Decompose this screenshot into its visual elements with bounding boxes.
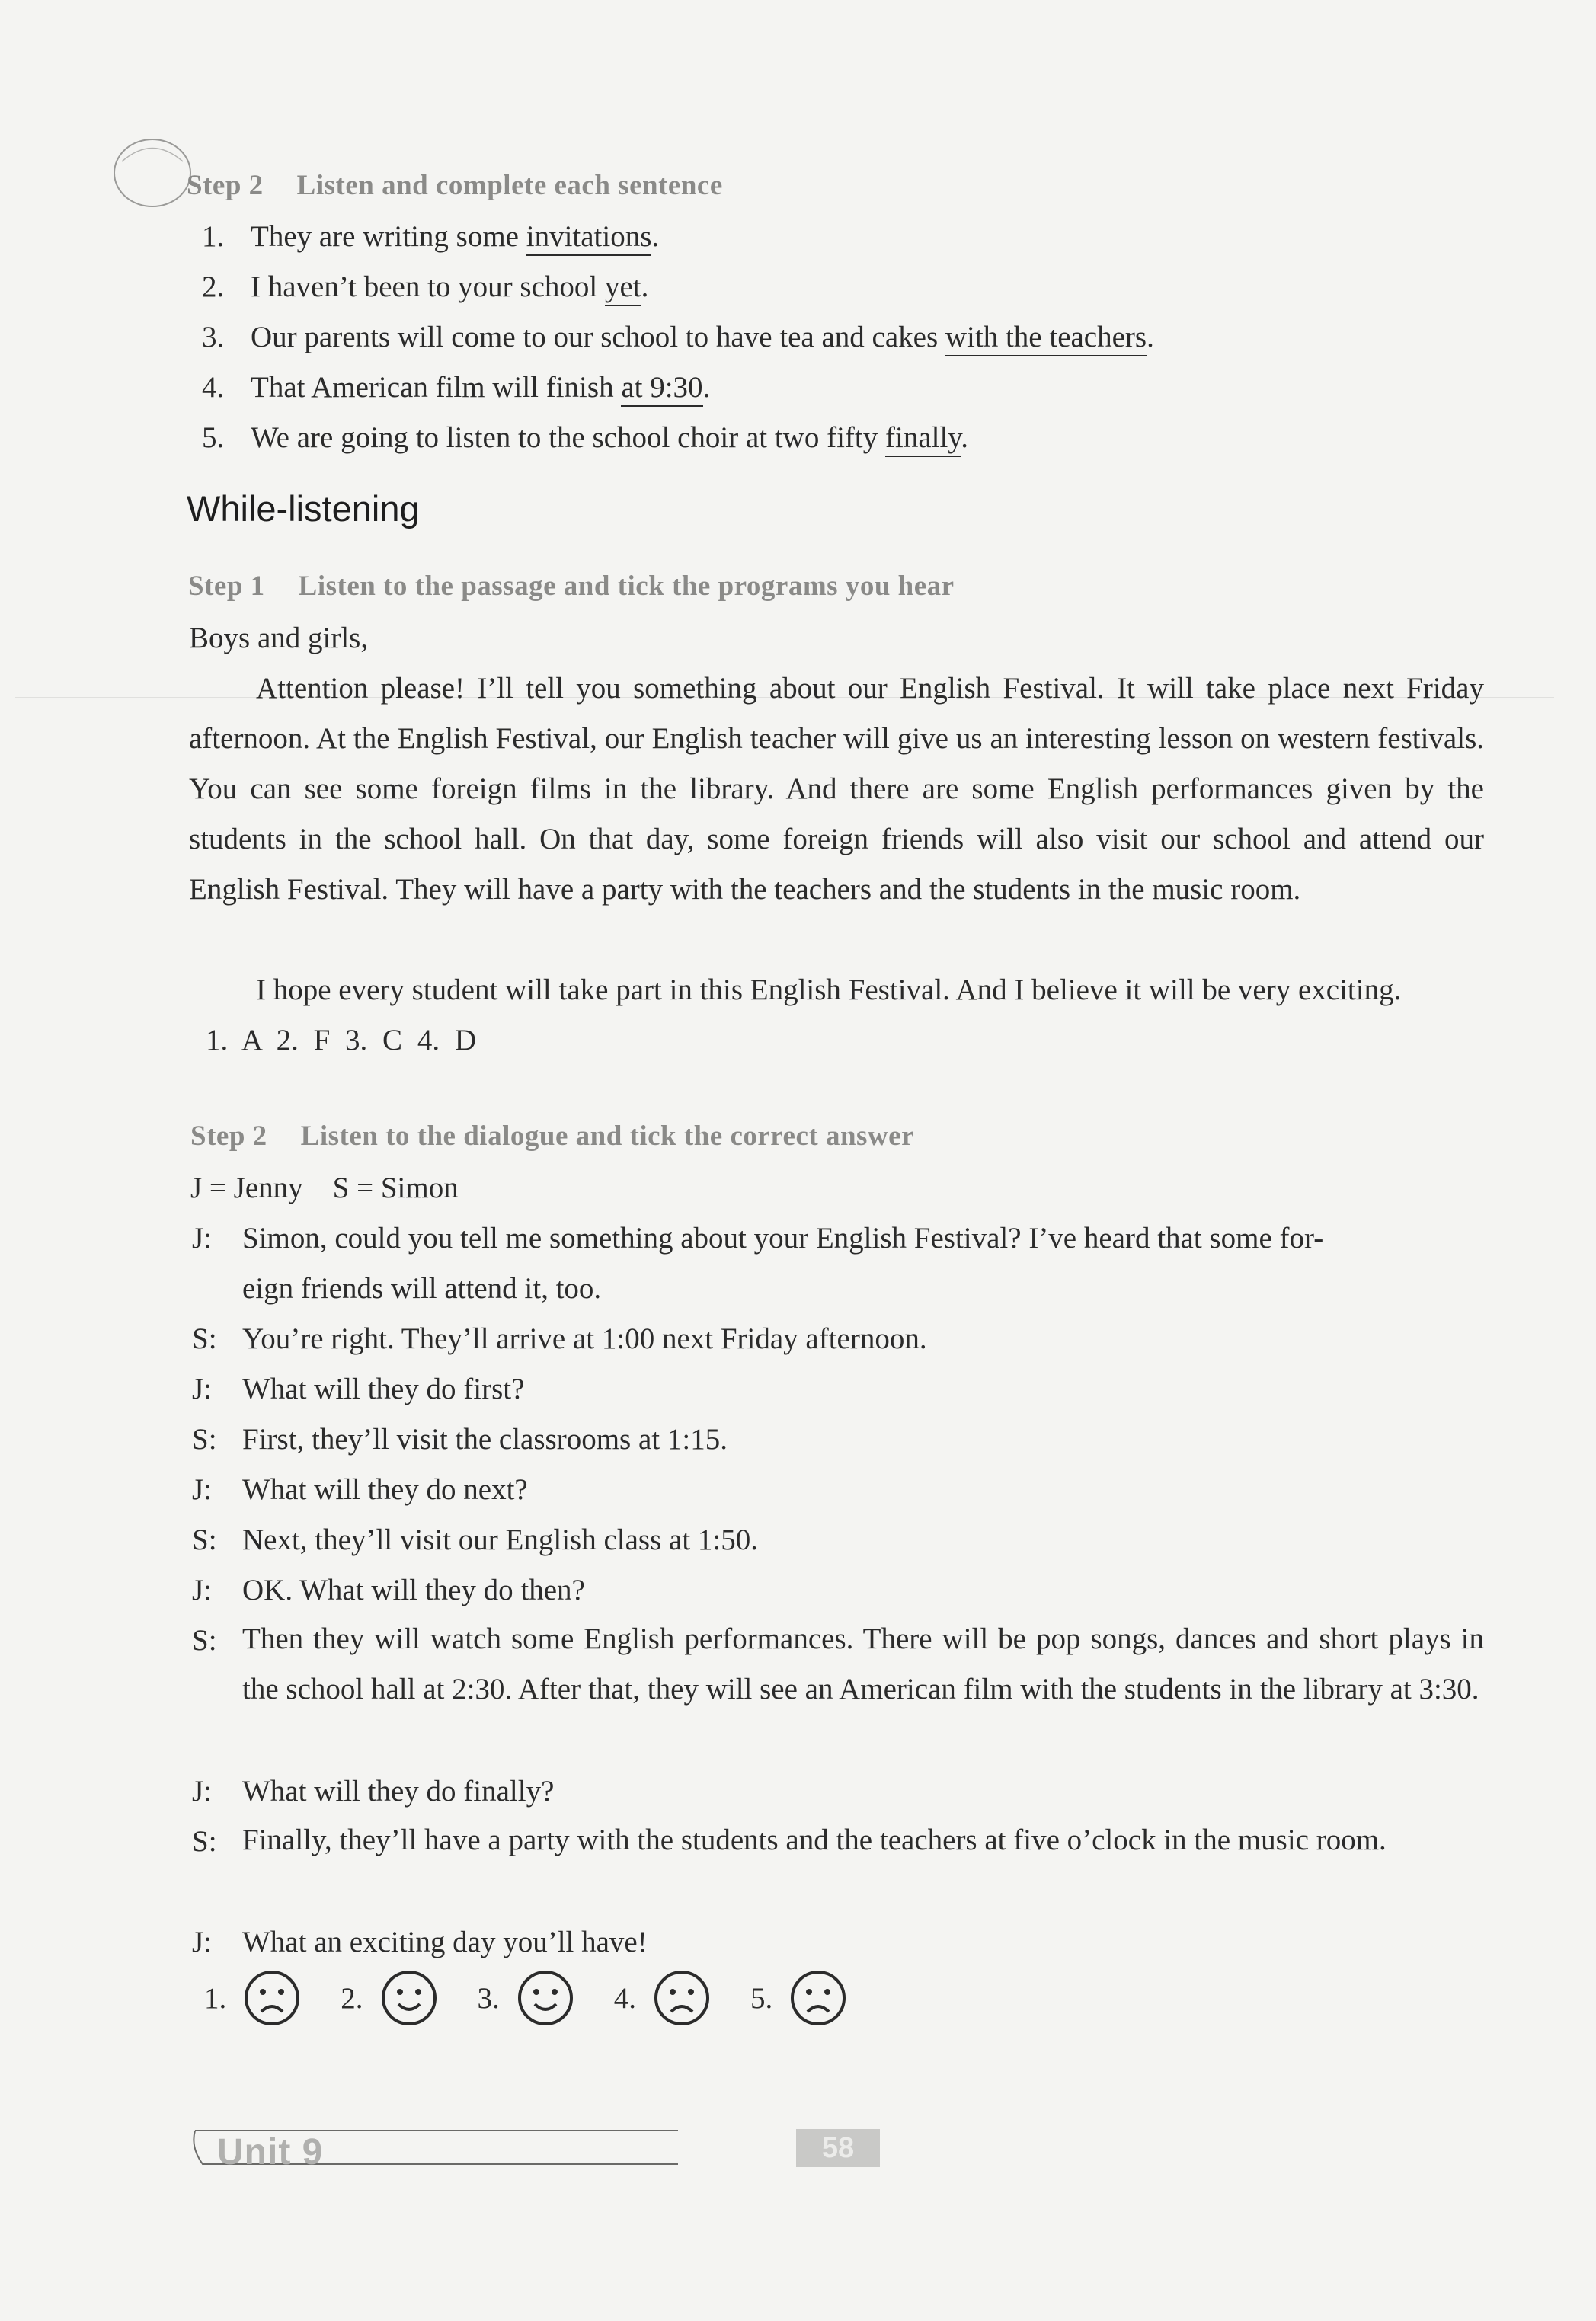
while-step2-title — [190, 1120, 914, 1153]
speaker: J: — [192, 1373, 213, 1405]
answer-blank: yet — [605, 270, 641, 306]
sentence-text: We are going to listen to the school choir at two fifty — [251, 421, 885, 454]
item-number: 4. — [202, 371, 225, 404]
stamp-icon — [110, 131, 194, 215]
speaker: S: — [192, 1624, 217, 1657]
dialogue-line — [192, 1472, 528, 1507]
step-instruction: Listen to the passage and tick the programs you hear — [298, 571, 955, 602]
dialogue-line — [192, 1322, 927, 1356]
unit-label: Unit 9 — [217, 2132, 324, 2172]
dialogue-line — [192, 1573, 585, 1607]
sentence-item — [202, 219, 659, 254]
sentence-end: . — [651, 220, 660, 253]
passage-paragraph: I hope every student will take part in this English Festival. And I believe it will be very exciting. — [256, 973, 1402, 1006]
sentence-text: Our parents will come to our school to have tea and cakes — [251, 321, 945, 353]
happy-face-icon — [517, 1969, 574, 2027]
speaker: S: — [192, 1322, 217, 1355]
step-instruction: Listen to the dialogue and tick the correct answer — [300, 1121, 914, 1152]
page-number: 58 — [796, 2129, 880, 2167]
dialogue-text: First, they’ll visit the classrooms at 1:15. — [242, 1423, 728, 1456]
dialogue-text: What will they do finally? — [242, 1775, 555, 1808]
item-number: 5. — [202, 421, 225, 454]
sad-face-icon — [653, 1969, 711, 2027]
item-number: 4. — [613, 1981, 636, 2015]
step-number: Step 2 — [190, 1121, 267, 1152]
passage-paragraph: Attention please! I’ll tell you something about our English Festival. It will take place next Friday afternoon. At the English Festival, our English teacher will give us an interesting lesson on western festivals. You can see some foreign films in the library. And there are some English performances given by the students in the school hall. On that day, some foreign friends will also visit our school and attend our English Festival. They will have a party with the teachers and the students in the music room. — [189, 672, 1484, 906]
sentence-text: They are writing some — [251, 220, 526, 253]
dialogue-text: Finally, they’ll have a party with the students and the teachers at five o’clock in the music room. — [242, 1824, 1387, 1856]
dialogue-text: Next, they’ll visit our English class at 1:50. — [242, 1523, 758, 1556]
item-number: 3. — [477, 1981, 500, 2015]
sentence-item — [202, 420, 968, 455]
speaker: J: — [192, 1775, 213, 1808]
dialogue-text: Then they will watch some English performances. There will be pop songs, dances and short plays in the school hall at 2:30. After that, they will see an American film with the students in the library at 3:30. — [242, 1622, 1484, 1706]
dialogue-text: OK. What will they do then? — [242, 1574, 585, 1606]
dialogue-line — [192, 1372, 524, 1406]
sentence-text: That American film will finish — [251, 371, 622, 404]
sad-face-icon — [789, 1969, 847, 2027]
item-number: 2. — [341, 1981, 363, 2015]
dialogue-line — [192, 1221, 1323, 1255]
dialogue-line — [192, 1523, 758, 1557]
happy-face-icon — [380, 1969, 438, 2027]
face-answers — [204, 1969, 887, 2027]
dialogue-line — [192, 1422, 728, 1456]
sad-face-icon — [243, 1969, 301, 2027]
dialogue-text: What will they do first? — [242, 1373, 525, 1405]
step-number: Step 2 — [187, 170, 264, 201]
item-number: 2. — [202, 270, 225, 303]
sentence-item — [202, 270, 648, 304]
dialogue-line — [192, 1925, 648, 1959]
section-heading: While-listening — [187, 488, 420, 529]
dialogue-text: Simon, could you tell me something about your English Festival? I’ve heard that some for- — [242, 1222, 1324, 1255]
dialogue-text: What will they do next? — [242, 1473, 528, 1506]
answer-blank: invitations — [526, 220, 652, 256]
speaker: J: — [192, 1926, 213, 1958]
dialogue-text: What an exciting day you’ll have! — [242, 1926, 648, 1958]
sentence-item — [202, 370, 710, 404]
speaker: J: — [192, 1473, 213, 1506]
sentence-end: . — [961, 421, 969, 454]
step-number: Step 1 — [188, 571, 265, 602]
dialogue-line — [192, 1623, 242, 1658]
sentence-item — [202, 320, 1154, 354]
speaker: S: — [192, 1523, 217, 1556]
answer-blank: at 9:30 — [621, 371, 702, 407]
item-number: 1. — [204, 1981, 227, 2015]
speaker: S: — [192, 1825, 217, 1858]
sentence-text: I haven’t been to your school — [251, 270, 605, 303]
tick-answers: 1. A 2. F 3. C 4. D — [206, 1024, 476, 1057]
item-number: 3. — [202, 321, 225, 353]
sentence-end: . — [641, 270, 649, 303]
sentence-end: . — [1147, 321, 1154, 353]
dialogue-continuation: eign friends will attend it, too. — [242, 1272, 602, 1305]
answer-blank: with the teachers — [945, 321, 1147, 356]
answer-blank: finally — [885, 421, 961, 457]
item-number: 1. — [202, 220, 225, 253]
sentence-end: . — [702, 371, 711, 404]
speaker-legend: J = Jenny S = Simon — [190, 1172, 459, 1204]
pre-step2-title — [187, 169, 723, 202]
passage-greeting: Boys and girls, — [189, 622, 369, 654]
dialogue-line — [192, 1824, 242, 1859]
item-number: 5. — [750, 1981, 773, 2015]
dialogue-text: You’re right. They’ll arrive at 1:00 next Friday afternoon. — [242, 1322, 927, 1355]
while-step1-title — [188, 570, 955, 603]
speaker: J: — [192, 1222, 213, 1255]
dialogue-line — [192, 1774, 554, 1808]
speaker: S: — [192, 1423, 217, 1456]
step-instruction: Listen and complete each sentence — [296, 170, 723, 201]
speaker: J: — [192, 1574, 213, 1606]
